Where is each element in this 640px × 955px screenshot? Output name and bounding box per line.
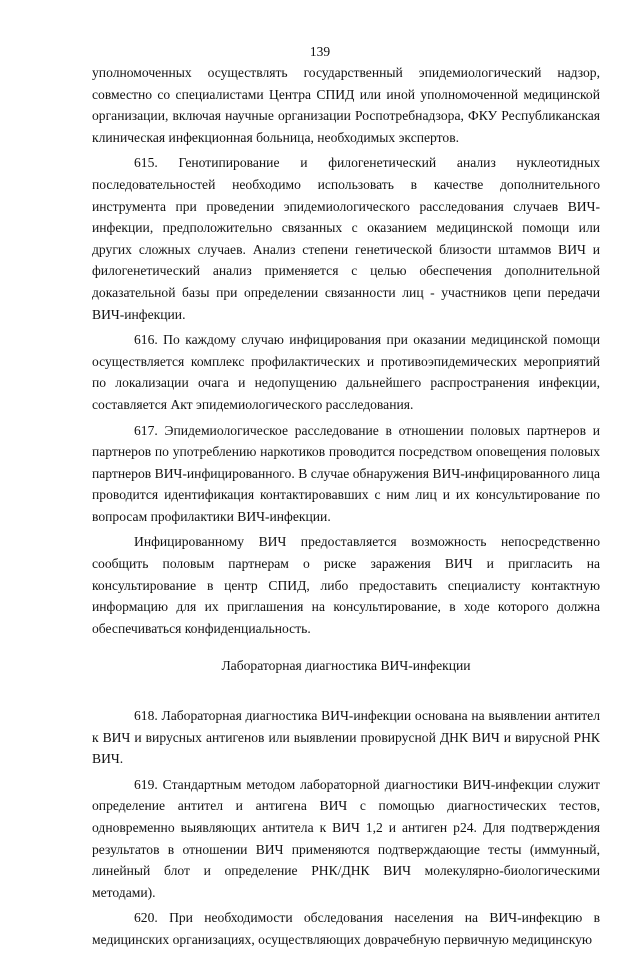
section-heading: Лабораторная диагностика ВИЧ-инфекции bbox=[221, 658, 471, 674]
paragraph-616: 616. По каждому случаю инфицирования при оказании медицинской помощи осуществляется комплекс профилактических и противоэпидемических мероприятий по локализации очага и недопущению дальнейшего распространения инфекции, составляется Акт эпидемиологического расследования. bbox=[92, 332, 600, 412]
page-number: 139 bbox=[309, 44, 331, 59]
document-body bbox=[92, 62, 600, 955]
paragraph-617-continued: Инфицированному ВИЧ предоставляется возможность непосредственно сообщить половым партнерам о риске заражения ВИЧ и пригласить на консультирование в центр СПИД, либо предоставить специалисту контактную информацию для их приглашения на консультирование, в ходе которого должна обеспечиваться конфиденциальность. bbox=[92, 534, 600, 636]
paragraph-617: 617. Эпидемиологическое расследование в отношении половых партнеров и партнеров по употреблению наркотиков проводится посредством оповещения половых партнеров ВИЧ-инфицированного. В случае обнаружения ВИЧ-инфицированного лица проводится идентификация контактировавших с ним лиц и их консультирование по вопросам профилактики ВИЧ-инфекции. bbox=[92, 422, 600, 524]
paragraph-continuation: уполномоченных осуществлять государственный эпидемиологический надзор, совместно со специалистами Центра СПИД или иной уполномоченной медицинской организации, включая научные организации Роспотребнадзора, ФКУ Республиканская клиническая инфекционная больница, необходимых экспертов. bbox=[92, 65, 600, 145]
paragraph-618: 618. Лабораторная диагностика ВИЧ-инфекции основана на выявлении антител к ВИЧ и вирусных антигенов или выявлении провирусной ДНК ВИЧ и вирусной РНК ВИЧ. bbox=[92, 708, 600, 767]
paragraph-620: 620. При необходимости обследования населения на ВИЧ-инфекцию в медицинских организациях, осуществляющих доврачебную первичную медицинскую bbox=[92, 910, 600, 947]
paragraph-619: 619. Стандартным методом лабораторной диагностики ВИЧ-инфекции служит определение антител и антигена ВИЧ с помощью диагностических тестов, одновременно выявляющих антитела к ВИЧ 1,2 и антиген р24. Для подтверждения результатов в отношении ВИЧ применяются подтверждающие тесты (иммунный, линейный блот и определение РНК/ДНК ВИЧ молекулярно-биологическими методами). bbox=[92, 776, 600, 900]
paragraph-615: 615. Генотипирование и филогенетический анализ нуклеотидных последовательностей необходимо использовать в качестве дополнительного инструмента при проведении эпидемиологического расследования случаев ВИЧ-инфекции, предположительно связанных с оказанием медицинской помощи или других сложных случаев. Анализ степени генетической близости штаммов ВИЧ и филогенетический анализ применяется с целью обеспечения дополнительной доказательной базы при определении связанности лиц - участников цепи передачи ВИЧ-инфекции. bbox=[92, 155, 600, 322]
